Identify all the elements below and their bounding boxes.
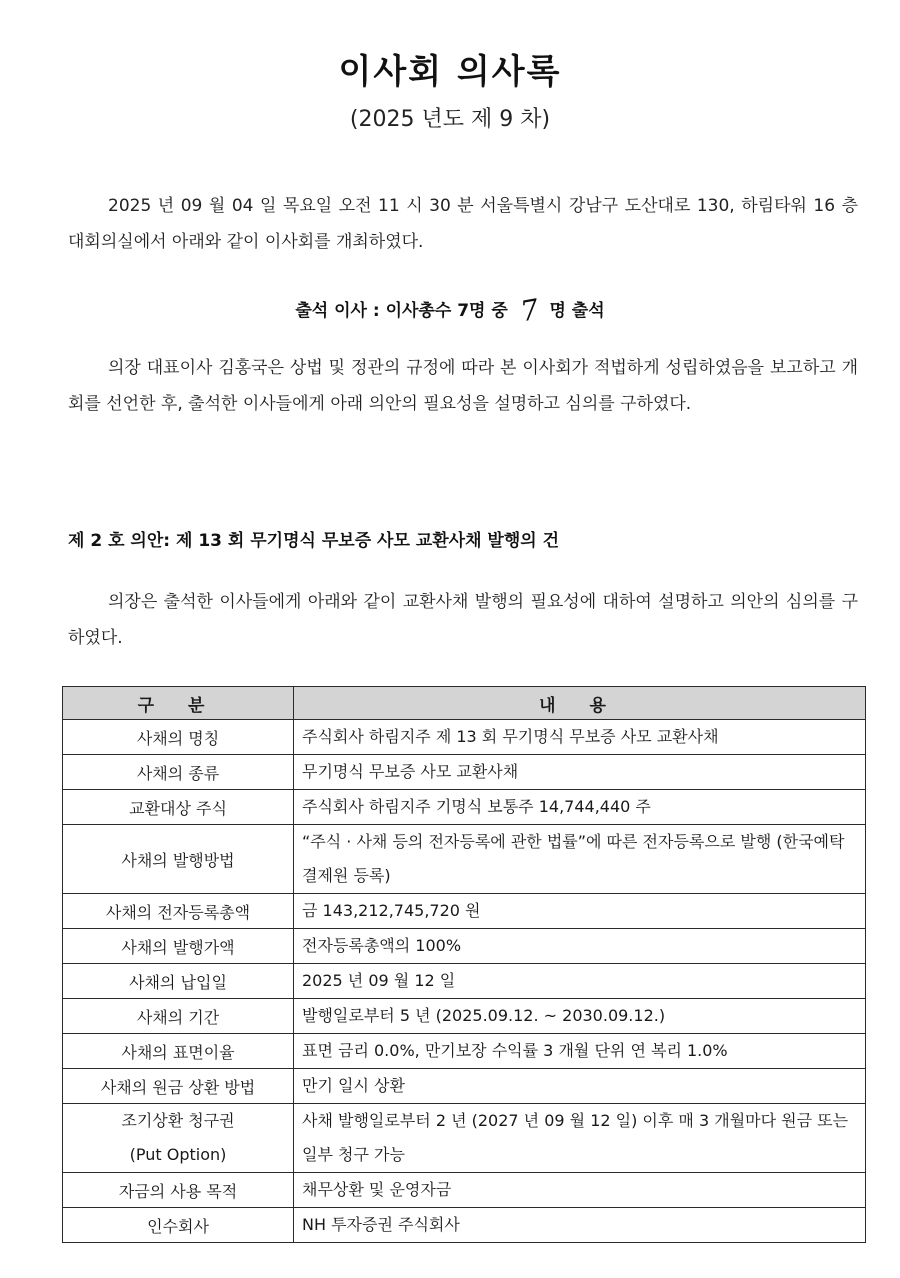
table-header-row <box>63 687 866 720</box>
document-title: 이사회 의사록 <box>338 52 562 92</box>
intro-text: 2025 년 09 월 04 일 목요일 오전 11 시 30 분 서울특별시 강남구 도산대로 130, 하림타워 16 층 대회의실에서 아래와 같이 이사회를 개최하였다. <box>68 196 858 252</box>
row-value: 만기 일시 상환 <box>294 1069 866 1104</box>
table-row <box>63 720 866 755</box>
handwritten-count: 7 <box>517 292 541 329</box>
row-label <box>63 1104 294 1173</box>
row-label: 사채의 기간 <box>63 999 294 1034</box>
row-label: 사채의 납입일 <box>63 964 294 999</box>
table-row <box>63 825 866 894</box>
row-label: 사채의 명칭 <box>63 720 294 755</box>
row-value: 사채 발행일로부터 2 년 (2027 년 09 월 12 일) 이후 매 3 개월마다 원금 또는 일부 청구 가능 <box>294 1104 866 1173</box>
attendance-prefix: 출석 이사 : 이사총수 7명 중 <box>295 301 508 321</box>
row-value: 전자등록총액의 100% <box>294 929 866 964</box>
agenda-description-text: 의장은 출석한 이사들에게 아래와 같이 교환사채 발행의 필요성에 대하여 설명하고 의안의 심의를 구하였다. <box>68 592 858 648</box>
row-label: 인수회사 <box>63 1208 294 1243</box>
row-label: 사채의 원금 상환 방법 <box>63 1069 294 1104</box>
opening-text: 의장 대표이사 김홍국은 상법 및 정관의 규정에 따라 본 이사회가 적법하게 성립하였음을 보고하고 개회를 선언한 후, 출석한 이사들에게 아래 의안의 필요성을 설명하고 심의를 구하였다. <box>68 358 858 414</box>
row-label: 자금의 사용 목적 <box>63 1173 294 1208</box>
opening-paragraph <box>68 350 858 422</box>
bond-details-table <box>62 686 866 1243</box>
table-row <box>63 1208 866 1243</box>
row-label: 사채의 전자등록총액 <box>63 894 294 929</box>
attendance-suffix: 명 출석 <box>549 301 605 321</box>
attendance-line <box>0 290 900 329</box>
table-row <box>63 755 866 790</box>
row-value: 2025 년 09 월 12 일 <box>294 964 866 999</box>
row-value: “주식 · 사채 등의 전자등록에 관한 법률”에 따른 전자등록으로 발행 (한국예탁결제원 등록) <box>294 825 866 894</box>
table-row <box>63 790 866 825</box>
row-value: 표면 금리 0.0%, 만기보장 수익률 3 개월 단위 연 복리 1.0% <box>294 1034 866 1069</box>
header-category: 구 분 <box>63 687 294 720</box>
table-row <box>63 1034 866 1069</box>
row-value: NH 투자증권 주식회사 <box>294 1208 866 1243</box>
table-row <box>63 999 866 1034</box>
intro-paragraph <box>68 188 858 260</box>
table-row <box>63 964 866 999</box>
row-value: 금 143,212,745,720 원 <box>294 894 866 929</box>
agenda-title: 제 2 호 의안: 제 13 회 무기명식 무보증 사모 교환사채 발행의 건 <box>68 531 560 551</box>
row-value: 무기명식 무보증 사모 교환사채 <box>294 755 866 790</box>
row-value: 발행일로부터 5 년 (2025.09.12. ~ 2030.09.12.) <box>294 999 866 1034</box>
row-label: 사채의 발행방법 <box>63 825 294 894</box>
table-row <box>63 1069 866 1104</box>
document-subtitle: (2025 년도 제 9 차) <box>349 107 551 132</box>
row-label: 사채의 발행가액 <box>63 929 294 964</box>
table-row <box>63 1173 866 1208</box>
header-content: 내 용 <box>294 687 866 720</box>
row-label-line1: 조기상환 청구권 <box>121 1111 235 1130</box>
agenda-description <box>68 584 858 656</box>
row-label: 사채의 종류 <box>63 755 294 790</box>
table-row <box>63 1104 866 1173</box>
row-label-line2: (Put Option) <box>129 1145 227 1164</box>
row-value: 채무상환 및 운영자금 <box>294 1173 866 1208</box>
table-row <box>63 929 866 964</box>
row-label: 교환대상 주식 <box>63 790 294 825</box>
row-value: 주식회사 하림지주 제 13 회 무기명식 무보증 사모 교환사채 <box>294 720 866 755</box>
row-value: 주식회사 하림지주 기명식 보통주 14,744,440 주 <box>294 790 866 825</box>
row-label: 사채의 표면이율 <box>63 1034 294 1069</box>
table-row <box>63 894 866 929</box>
